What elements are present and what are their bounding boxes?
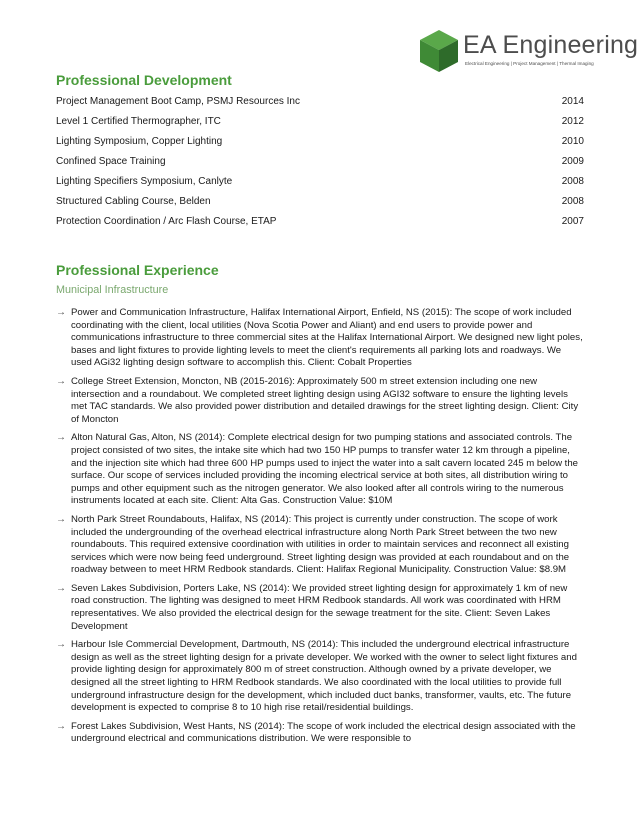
- experience-subtitle: Municipal Infrastructure: [56, 284, 169, 296]
- experience-list: [56, 307, 584, 746]
- company-tagline: Electrical Engineering | Project Management | Thermal Imaging: [465, 61, 594, 66]
- course-year: 2008: [561, 176, 584, 187]
- development-row: [56, 135, 584, 155]
- course-year: 2009: [561, 156, 584, 167]
- experience-item: [56, 639, 584, 715]
- arrow-right-icon: →: [56, 432, 66, 444]
- arrow-right-icon: →: [56, 513, 66, 525]
- arrow-right-icon: →: [56, 307, 66, 318]
- course-year: 2010: [561, 136, 584, 147]
- experience-text: College Street Extension, Moncton, NB (2015-2016): Approximately 500 m street extension including one new intersection and a roundabout. We completed street lighting design using AGI32 software to ensure the lighting levels met TAC standards. We also provided power distribution and detailed drawings for the street lighting design. Client: City of Moncton: [71, 375, 579, 425]
- course-name: Project Management Boot Camp, PSMJ Resources Inc: [56, 96, 300, 107]
- course-name: Level 1 Certified Thermographer, ITC: [56, 116, 221, 127]
- course-name: Confined Space Training: [56, 156, 166, 167]
- company-name: EA Engineering: [463, 31, 638, 59]
- development-row: [56, 195, 584, 215]
- arrow-right-icon: →: [56, 582, 66, 594]
- experience-text: Harbour Isle Commercial Development, Dartmouth, NS (2014): This included the underground electrical infrastructure design as well as the street lighting design for a private developer. We worked with the owner to select light fixtures and provide lighting design for approximately 800 m of street construction. Although owned by a private developer, we designed all the street lighting to HRM Redbook standards. We also coordinated with the local utilities to provide full underground infrastructure design for the development, which included duct banks, transformer, vaults, etc. The future development is expected to comprise 8 to 10 high rise retail/residential buildings.: [71, 639, 577, 714]
- development-row: [56, 175, 584, 195]
- arrow-right-icon: →: [56, 720, 66, 732]
- course-year: 2014: [561, 96, 584, 107]
- experience-text: Seven Lakes Subdivision, Porters Lake, NS (2014): We provided street lighting design for approximately 1 km of new road construction. The lighting was designed to meet HRM Redbook standards. All work was coordinated with HRM representatives. We also provided the electrical design for the sewage treatment for the site. Client: Seven Lakes Development: [71, 582, 568, 632]
- development-row: [56, 115, 584, 135]
- course-name: Protection Coordination / Arc Flash Course, ETAP: [56, 216, 277, 227]
- course-name: Structured Cabling Course, Belden: [56, 196, 211, 207]
- experience-text: Power and Communication Infrastructure, Halifax International Airport, Enfield, NS (2015): The scope of work included coordinating with the client, local utilities (Nova Scotia Power and Aliant) and end users to provide power and communications infrastructure to three commercial sites at the Halifax International Airport. We designed new light poles, bases and light fixtures to provide lighting levels to meet the client's requirements all parking lots and roadways. We used AGi32 lighting design software to accomplish this. Client: Cobalt Properties: [71, 307, 583, 369]
- experience-item: [56, 376, 584, 426]
- experience-section-title: Professional Experience: [56, 262, 219, 278]
- course-name: Lighting Specifiers Symposium, Canlyte: [56, 176, 233, 187]
- experience-item: [56, 432, 584, 508]
- experience-item: [56, 514, 584, 577]
- resume-content: [56, 71, 584, 752]
- development-row: [56, 215, 584, 235]
- course-year: 2012: [561, 116, 584, 127]
- arrow-right-icon: →: [56, 375, 66, 387]
- course-year: 2008: [561, 196, 584, 207]
- experience-text: Forest Lakes Subdivision, West Hants, NS (2014): The scope of work included the electrical design associated with the underground electrical and communications distribution. We were responsible to: [71, 720, 576, 745]
- experience-item: [56, 721, 584, 746]
- development-section-title: Professional Development: [56, 72, 232, 88]
- experience-item: [56, 583, 584, 633]
- arrow-right-icon: →: [56, 639, 66, 651]
- experience-text: Alton Natural Gas, Alton, NS (2014): Complete electrical design for two pumping stations and associated controls. The project consisted of two sites, the intake site which had two 150 HP pumps to transfer water 12 km through a pipeline, and the injection site which had three 600 HP pumps used to inject the water into a salt cavern located 245 m below the surface. Our scope of services included providing the incoming electrical service at both sites, all distribution wiring to pumps and other equipment such as the nitrogen generator. We also looked after all controls wiring to the numerous instruments located at each site. Client: Alta Gas. Construction Value: $10M: [71, 432, 578, 507]
- experience-text: North Park Street Roundabouts, Halifax, NS (2014): This project is currently under construction. The scope of work included the undergrounding of the overhead electrical infrastructure along North Park Street between the two new roundabouts. This required extensive coordination with utilities in order to maintain services and reconnect all existing services which were now being feed underground. Street lighting design was provided at each roundabout and on the roadway between to meet HRM Redbook standards. Client: Halifax Regional Municipality. Construction Value: $8.9M: [71, 513, 570, 576]
- development-row: [56, 95, 584, 115]
- course-name: Lighting Symposium, Copper Lighting: [56, 136, 223, 147]
- experience-item: [56, 307, 584, 370]
- development-row: [56, 155, 584, 175]
- development-list: [56, 95, 584, 235]
- course-year: 2007: [561, 216, 584, 227]
- cube-logo-icon: [420, 30, 458, 72]
